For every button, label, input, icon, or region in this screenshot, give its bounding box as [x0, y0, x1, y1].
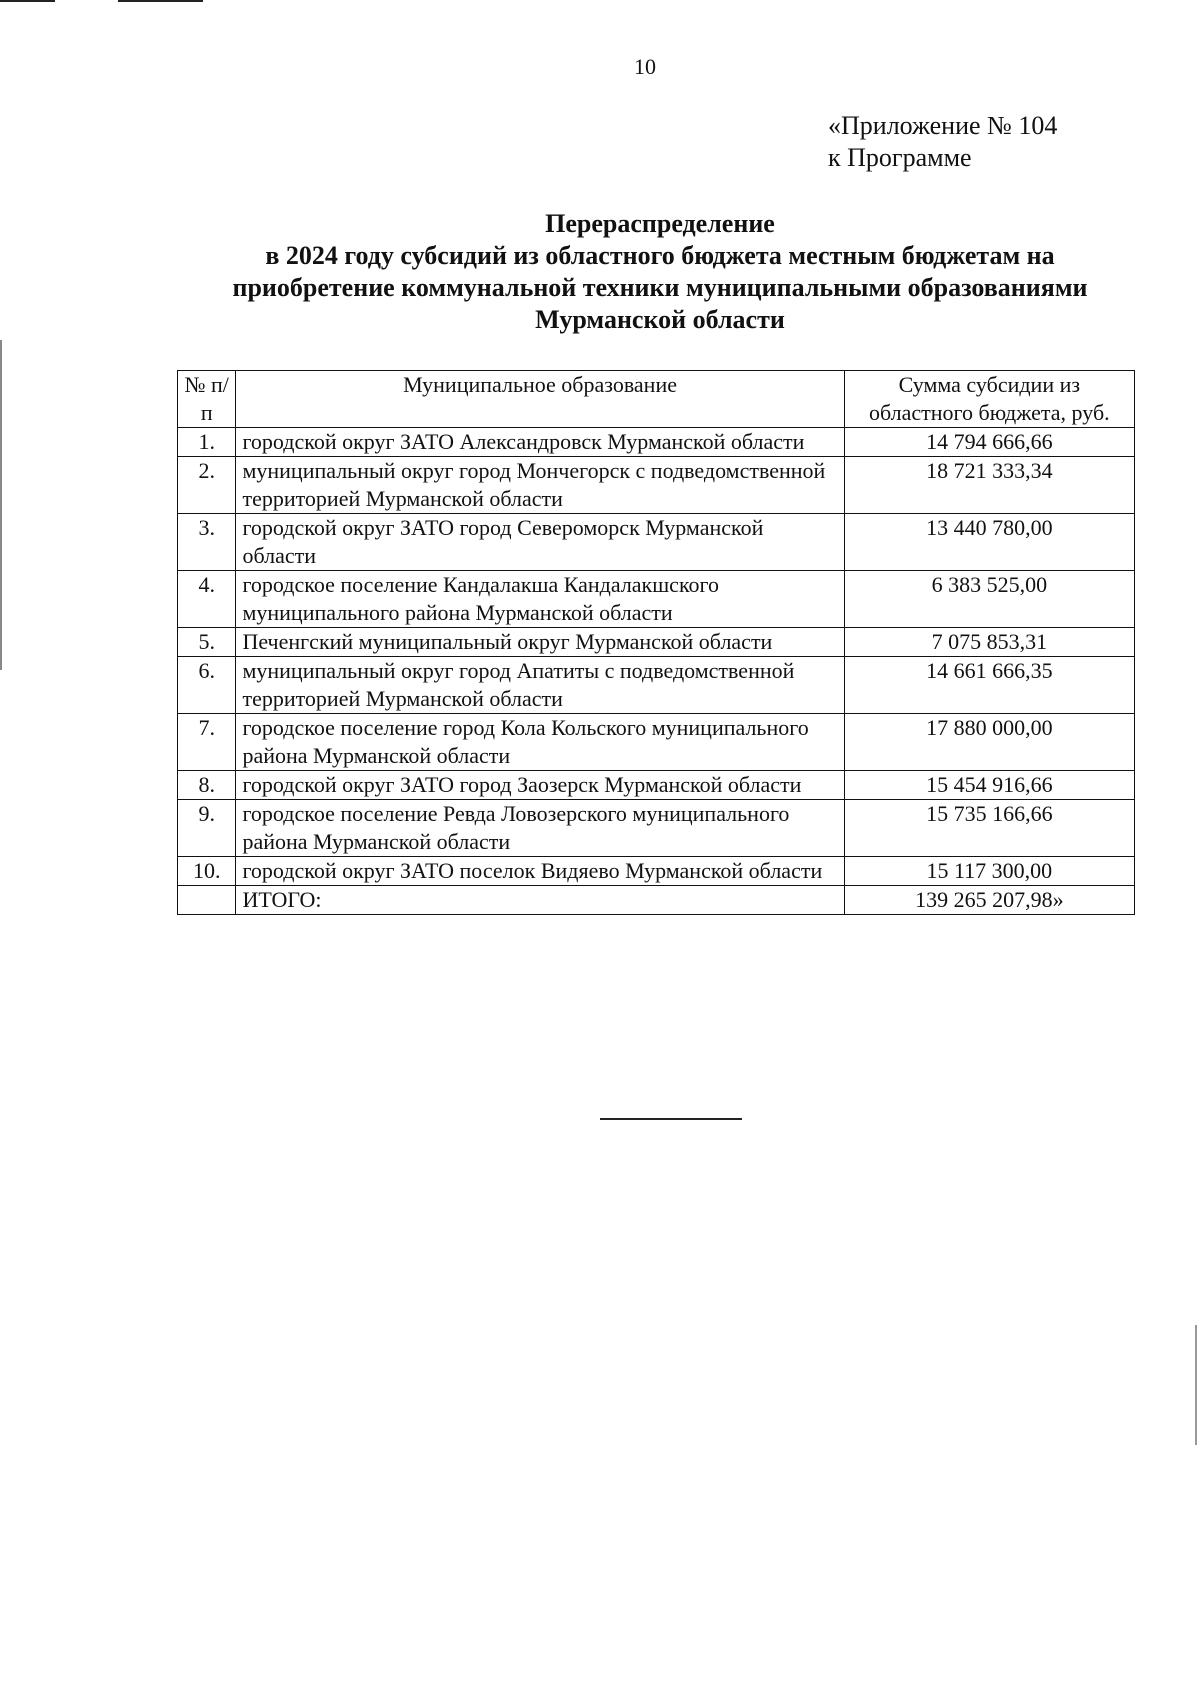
- row-sum: 15 454 916,66: [844, 771, 1134, 800]
- row-name: городское поселение город Кола Кольского муниципального района Мурманской области: [236, 714, 844, 771]
- header-name: Муниципальное образование: [236, 371, 844, 428]
- row-name: городской округ ЗАТО город Североморск Мурманской области: [236, 514, 844, 571]
- row-sum: 15 735 166,66: [844, 800, 1134, 857]
- row-sum: 14 794 666,66: [844, 428, 1134, 457]
- scan-edge-mark: [0, 340, 2, 670]
- table-row: [178, 857, 1135, 886]
- row-num: 5.: [178, 628, 236, 657]
- row-sum: 14 661 666,35: [844, 657, 1134, 714]
- closing-divider: [600, 1118, 742, 1120]
- table-row: [178, 628, 1135, 657]
- row-sum: 17 880 000,00: [844, 714, 1134, 771]
- subsidy-table: [177, 370, 1135, 915]
- table-header-row: [178, 371, 1135, 428]
- header-num: № п/п: [178, 371, 236, 428]
- row-name: городской округ ЗАТО город Заозерск Мурманской области: [236, 771, 844, 800]
- row-name: городской округ ЗАТО Александровск Мурманской области: [236, 428, 844, 457]
- title-line: Перераспределение: [545, 209, 775, 238]
- table-row: [178, 457, 1135, 514]
- row-sum: 6 383 525,00: [844, 571, 1134, 628]
- row-name: городской округ ЗАТО поселок Видяево Мурманской области: [236, 857, 844, 886]
- table-total-row: [178, 886, 1135, 915]
- page-number: 10: [634, 54, 656, 79]
- title-line: приобретение коммунальной техники муниципальными образованиями: [232, 273, 1088, 302]
- table-row: [178, 571, 1135, 628]
- total-num: [178, 886, 236, 915]
- row-sum: 15 117 300,00: [844, 857, 1134, 886]
- row-num: 2.: [178, 457, 236, 514]
- total-label: ИТОГО:: [236, 886, 844, 915]
- table-row: [178, 714, 1135, 771]
- row-num: 4.: [178, 571, 236, 628]
- title-line: в 2024 году субсидий из областного бюджета местным бюджетам на: [265, 241, 1055, 270]
- row-num: 9.: [178, 800, 236, 857]
- row-name: муниципальный округ город Апатиты с подведомственной территорией Мурманской области: [236, 657, 844, 714]
- total-sum: 139 265 207,98»: [844, 886, 1134, 915]
- table-row: [178, 800, 1135, 857]
- row-name: городское поселение Ревда Ловозерского муниципального района Мурманской области: [236, 800, 844, 857]
- row-num: 7.: [178, 714, 236, 771]
- row-name: городское поселение Кандалакша Кандалакшского муниципального района Мурманской области: [236, 571, 844, 628]
- document-title: [160, 208, 1160, 336]
- scan-edge-mark: [0, 0, 55, 2]
- title-line: Мурманской области: [535, 305, 785, 334]
- row-num: 10.: [178, 857, 236, 886]
- row-num: 3.: [178, 514, 236, 571]
- row-name: муниципальный округ город Мончегорск с подведомственной территорией Мурманской области: [236, 457, 844, 514]
- table-row: [178, 428, 1135, 457]
- table-row: [178, 514, 1135, 571]
- row-name: Печенгский муниципальный округ Мурманской области: [236, 628, 844, 657]
- row-sum: 7 075 853,31: [844, 628, 1134, 657]
- appendix-line: к Программе: [828, 143, 972, 172]
- table-row: [178, 657, 1135, 714]
- header-sum: Сумма субсидии из областного бюджета, руб.: [844, 371, 1134, 428]
- row-num: 1.: [178, 428, 236, 457]
- scan-edge-mark: [1195, 1325, 1197, 1445]
- scan-edge-mark: [118, 0, 203, 2]
- row-num: 8.: [178, 771, 236, 800]
- row-num: 6.: [178, 657, 236, 714]
- appendix-line: «Приложение № 104: [828, 111, 1058, 140]
- row-sum: 18 721 333,34: [844, 457, 1134, 514]
- table-row: [178, 771, 1135, 800]
- row-sum: 13 440 780,00: [844, 514, 1134, 571]
- appendix-reference: [828, 110, 1057, 174]
